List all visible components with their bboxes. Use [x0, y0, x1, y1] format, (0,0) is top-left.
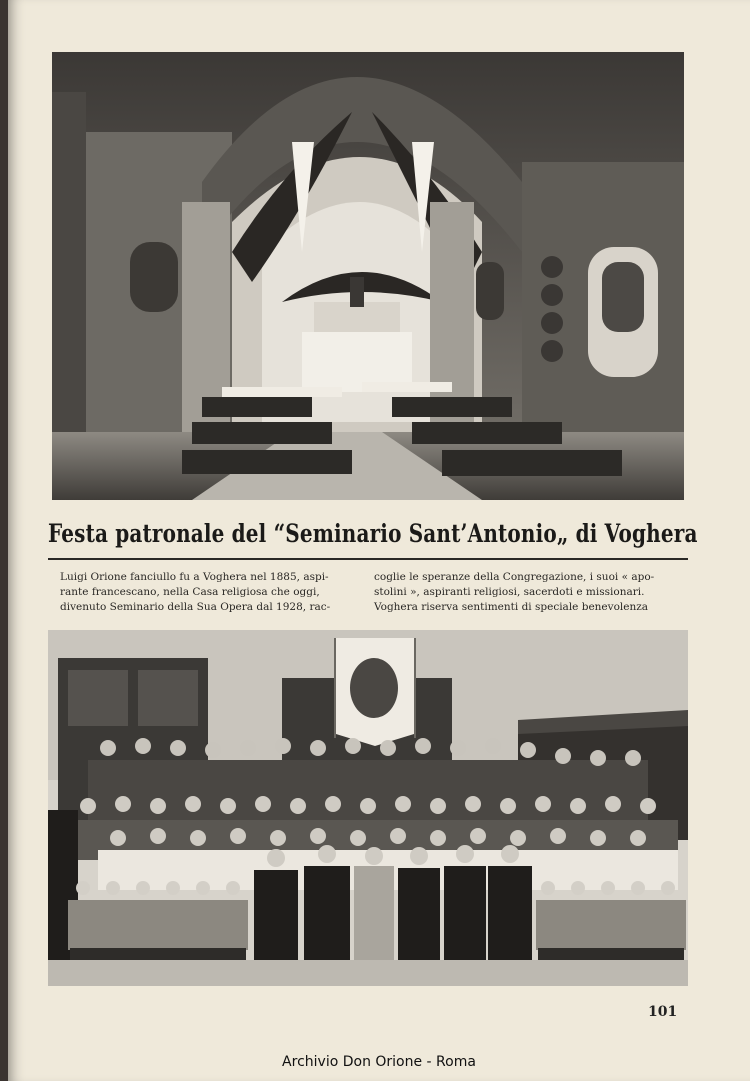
church-interior-illustration — [52, 52, 684, 500]
article-headline: Festa patronale del “Seminario Sant’Antonio„ di Voghera — [48, 519, 698, 548]
group-photo — [48, 630, 688, 986]
caption-right-column — [374, 570, 678, 615]
magazine-page — [8, 0, 750, 1081]
caption-line: stolini », aspiranti religiosi, sacerdoti e missionari. — [374, 586, 645, 598]
caption-line: Luigi Orione fanciullo fu a Voghera nel 1885, aspi- — [60, 571, 329, 583]
caption-line: divenuto Seminario della Sua Opera dal 1928, rac- — [60, 601, 331, 613]
page-number: 101 — [648, 1004, 678, 1020]
caption-line: Voghera riserva sentimenti di speciale benevolenza — [374, 601, 649, 613]
caption-left-column — [60, 570, 364, 615]
headline-rule — [48, 558, 688, 560]
caption-line: rante francescano, nella Casa religiosa che oggi, — [60, 586, 320, 598]
group-photo-illustration — [48, 630, 688, 986]
church-interior-photo — [52, 52, 684, 500]
caption-line: coglie le speranze della Congregazione, i suoi « apo- — [374, 571, 655, 583]
archive-footer: Archivio Don Orione - Roma — [282, 1054, 476, 1070]
